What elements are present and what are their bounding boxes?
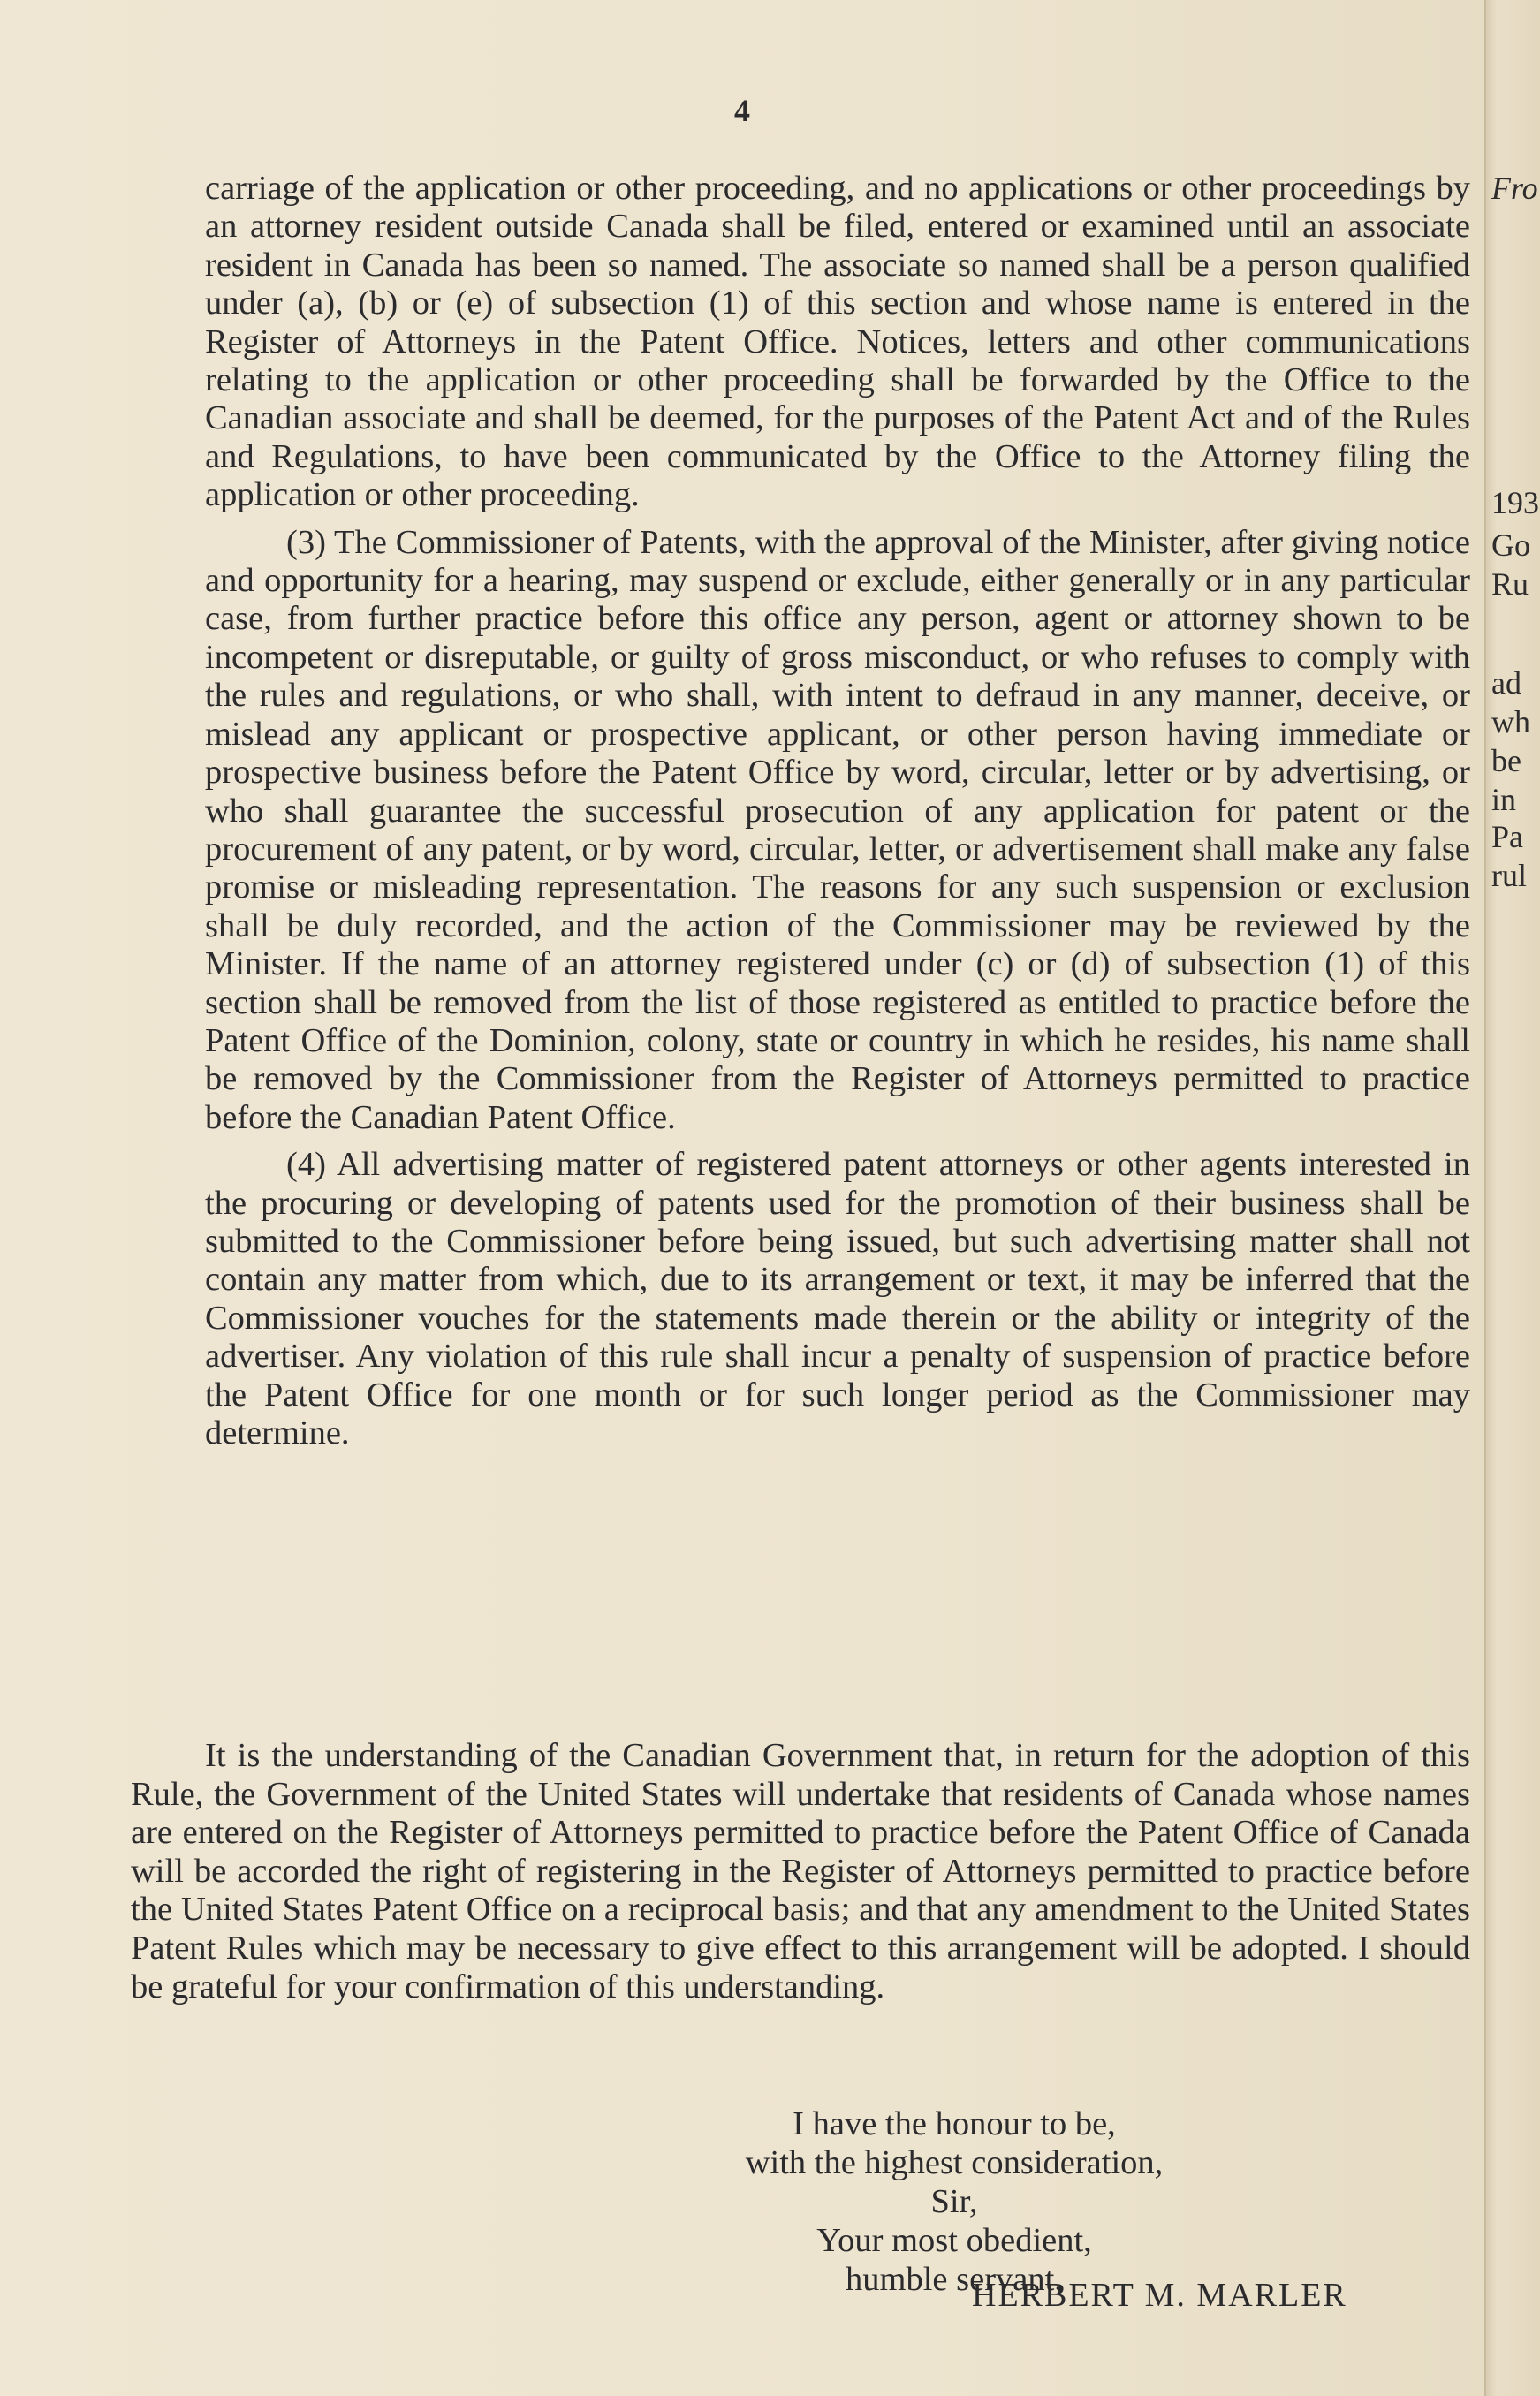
closing-line: with the highest consideration, (745, 2144, 1164, 2181)
page-number: 4 (734, 93, 750, 128)
closing-line: Sir, (930, 2183, 978, 2220)
signature-name: HERBERT M. MARLER (972, 2277, 1347, 2314)
closing-line: I have the honour to be, (793, 2105, 1116, 2142)
edge-text-fragment: be (1491, 743, 1521, 778)
body-text (205, 170, 1470, 1461)
paragraph-understanding: It is the understanding of the Canadian Government that, in return for the adoption of this Rule, the Government of the United States will undertake that residents of Canada whose names are entered on the Register of Attorneys permitted to practice before the Patent Office of Canada will be accorded the right of registering in the Register of Attorneys permitted to practice before the United States Patent Office on a reciprocal basis; and that any amendment to the United States Patent Rules which may be necessary to give effect to this arrangement will be adopted. I should be grateful for your confirmation of this understanding. (131, 1737, 1470, 2006)
closing-line: Your most obedient, (816, 2222, 1092, 2259)
paragraph-subsection-4: (4) All advertising matter of registered patent attorneys or other agents interested in the procuring or developing of patents used for the promotion of their business shall be submitted to the Commissioner before being issued, but such advertising matter shall not contain any matter from which, due to its arrangement or text, it may be inferred that the Commissioner vouches for the statements made therein or the ability or integrity of the advertiser. Any violation of this rule shall incur a penalty of suspension of practice before the Patent Office for one month or for such longer period as the Commissioner may determine. (205, 1146, 1470, 1452)
closing-line: humble servant, (846, 2261, 1063, 2298)
edge-text-fragment: Pa (1491, 819, 1523, 854)
edge-text-fragment: rul (1491, 858, 1527, 893)
edge-text-fragment: Fro (1491, 171, 1538, 206)
paragraph-continuation: carriage of the application or other proceeding, and no applications or other proceedings by an attorney resident outside Canada shall be filed, entered or examined until an associate resident in Canada has been so named. The associate so named shall be a person qualified under (a), (b) or (e) of subsection (1) of this section and whose name is entered in the Register of Attorneys in the Patent Office. Notices, letters and other communications relating to the application or other proceeding shall be forwarded by the Office to the Canadian associate and shall be deemed, for the purposes of the Patent Act and of the Rules and Regulations, to have been communicated by the Office to the Attorney filing the application or other proceeding. (205, 170, 1470, 514)
paragraph-subsection-3: (3) The Commissioner of Patents, with the approval of the Minister, after giving notice and opportunity for a hearing, may suspend or exclude, either generally or in any particular case, from further practice before this office any person, agent or attorney shown to be incompetent or disreputable, or guilty of gross misconduct, or who refuses to comply with the rules and regulations, or who shall, with intent to defraud in any manner, deceive, or mislead any applicant or prospective applicant, or other person having immediate or prospective business before the Patent Office by word, circular, letter or by advertising, or who shall guarantee the successful prosecution of any application for patent or the procurement of any patent, or by word, circular, letter, or advertisement shall make any false promise or misleading representation. The reasons for any such suspension or exclusion shall be duly recorded, and the action of the Commissioner may be reviewed by the Minister. If the name of an attorney registered under (c) or (d) of subsection (1) of this section shall be removed from the list of those registered as entitled to practice before the Patent Office of the Dominion, colony, state or country in which he resides, his name shall be removed by the Commissioner from the Register of Attorneys permitted to practice before the Canadian Patent Office. (205, 523, 1470, 1136)
letter-closing (618, 2104, 1290, 2299)
edge-text-fragment: Ru (1491, 566, 1529, 602)
adjacent-page-edge (1484, 0, 1540, 2396)
edge-text-fragment: in (1491, 782, 1517, 817)
edge-text-fragment: ad (1491, 665, 1521, 701)
edge-text-fragment: 193 (1491, 485, 1539, 520)
edge-text-fragment: Go (1491, 527, 1530, 563)
edge-text-fragment: wh (1491, 704, 1530, 739)
